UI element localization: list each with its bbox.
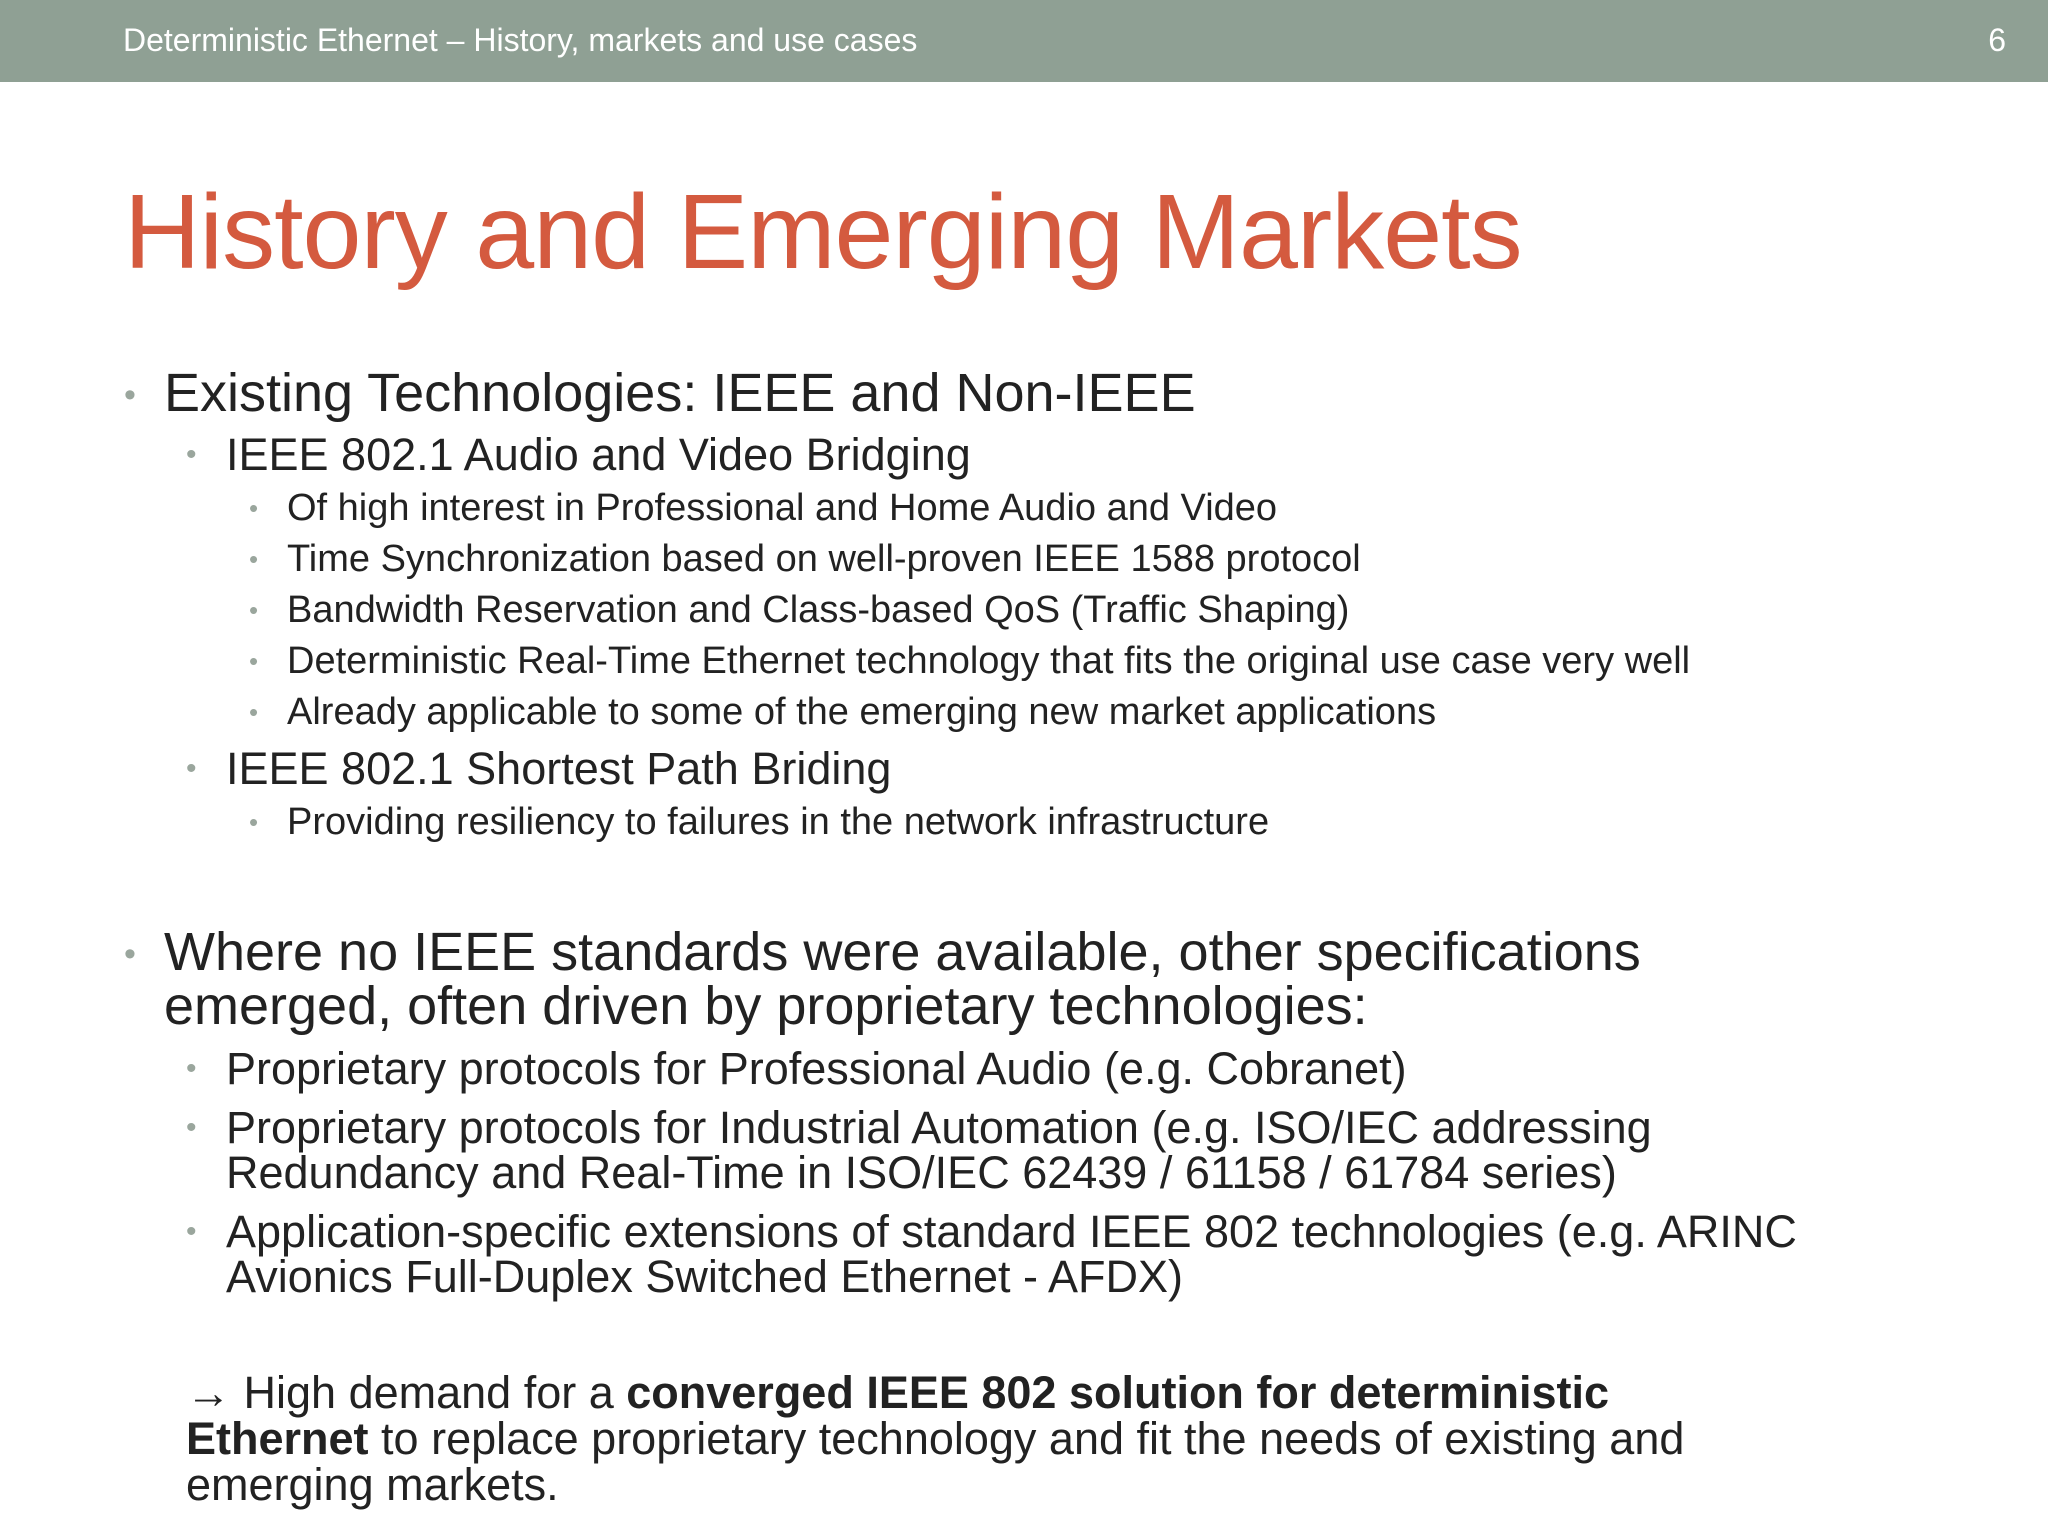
bullet-text-line-2: Avionics Full-Duplex Switched Ethernet - AFDX) — [226, 1251, 1184, 1302]
bullet-dot: • — [186, 1215, 197, 1248]
bullet-avb-interest — [249, 487, 1278, 529]
bullet-existing-technologies — [124, 363, 1196, 423]
bullet-dot: • — [249, 807, 259, 837]
bullet-text: Of high interest in Professional and Home Audio and Video — [287, 487, 1278, 529]
bullet-text-line-2: emerged, often driven by proprietary technologies: — [164, 976, 1368, 1036]
header-bar — [0, 0, 2048, 82]
bullet-no-ieee-standards — [124, 922, 1641, 1036]
bullet-text: Bandwidth Reservation and Class-based QoS (Traffic Shaping) — [287, 589, 1350, 631]
bullet-dot: • — [249, 697, 259, 727]
bullet-text: IEEE 802.1 Audio and Video Bridging — [226, 429, 971, 480]
bullet-avb-bandwidth — [249, 589, 1350, 631]
header-title: Deterministic Ethernet – History, markets and use cases — [123, 22, 918, 58]
conclusion-pre: High demand for a — [243, 1367, 614, 1418]
slide-title: History and Emerging Markets — [124, 173, 1522, 291]
bullet-dot: • — [124, 376, 136, 414]
bullet-dot: • — [249, 544, 259, 574]
bullet-text: Providing resiliency to failures in the network infrastructure — [287, 801, 1270, 843]
bullet-text-line-1: Proprietary protocols for Industrial Automation (e.g. ISO/IEC addressing — [226, 1102, 1652, 1153]
conclusion-bold-1: converged IEEE 802 solution for deterministic — [626, 1367, 1609, 1418]
conclusion-bold-2: Ethernet — [186, 1413, 369, 1464]
bullet-dot: • — [186, 438, 197, 471]
bullet-industrial-automation — [186, 1102, 1652, 1198]
bullet-text: Already applicable to some of the emerging new market applications — [287, 691, 1437, 733]
bullet-text: Proprietary protocols for Professional Audio (e.g. Cobranet) — [226, 1043, 1407, 1094]
bullet-avb-applicable — [249, 691, 1437, 733]
bullet-text-line-1: Application-specific extensions of standard IEEE 802 technologies (e.g. ARINC — [226, 1206, 1797, 1257]
bullet-text: Deterministic Real-Time Ethernet technology that fits the original use case very well — [287, 640, 1691, 682]
bullet-spb-resiliency — [249, 801, 1270, 843]
bullet-text: IEEE 802.1 Shortest Path Briding — [226, 743, 892, 794]
conclusion — [186, 1367, 1685, 1510]
bullet-text-line-1: Where no IEEE standards were available, other specifications — [164, 922, 1641, 982]
conclusion-line-3: emerging markets. — [186, 1459, 559, 1510]
bullet-dot: • — [249, 493, 259, 523]
slide-number: 6 — [1988, 22, 2006, 58]
bullet-application-specific — [186, 1206, 1797, 1302]
bullet-dot: • — [124, 935, 136, 973]
bullet-dot: • — [186, 1111, 197, 1144]
bullet-spb — [186, 743, 892, 794]
bullet-dot: • — [249, 646, 259, 676]
conclusion-post: to replace proprietary technology and fit the needs of existing and — [381, 1413, 1685, 1464]
bullet-text: Time Synchronization based on well-proven IEEE 1588 protocol — [287, 538, 1361, 580]
bullet-pro-audio — [186, 1043, 1407, 1094]
bullet-dot: • — [186, 752, 197, 785]
bullet-avb — [186, 429, 971, 480]
bullet-dot: • — [186, 1052, 197, 1085]
bullet-avb-deterministic — [249, 640, 1691, 682]
bullet-avb-time-sync — [249, 538, 1361, 580]
arrow-icon: → — [186, 1367, 231, 1418]
bullet-text: Existing Technologies: IEEE and Non-IEEE — [164, 363, 1196, 423]
bullet-text-line-2: Redundancy and Real-Time in ISO/IEC 62439 / 61158 / 61784 series) — [226, 1147, 1617, 1198]
bullet-dot: • — [249, 595, 259, 625]
